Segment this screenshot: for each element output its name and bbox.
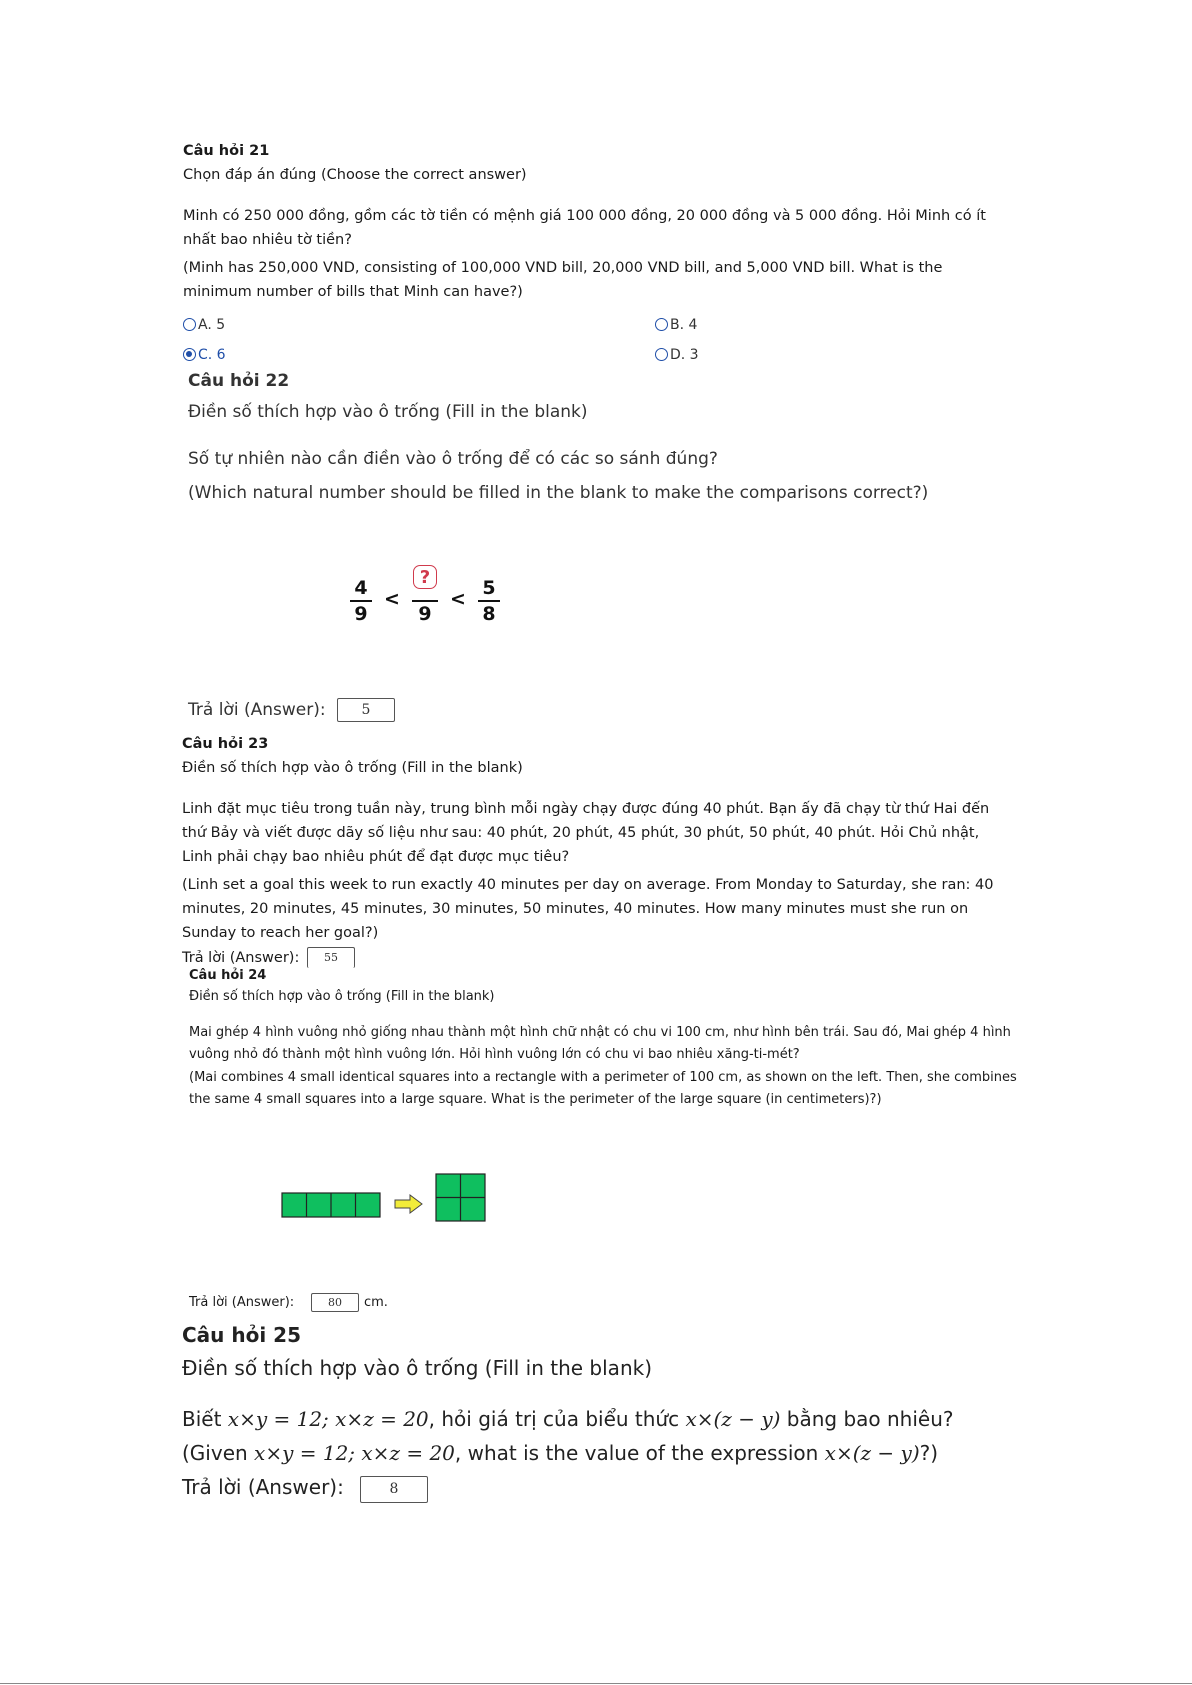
equation-1: x×y = 12; <box>254 1441 356 1465</box>
expression: x×(z − y) <box>824 1441 920 1465</box>
answer-input[interactable]: 80 <box>311 1293 359 1312</box>
blank-question-box: ? <box>413 565 437 589</box>
radio-icon[interactable] <box>655 318 668 331</box>
question-text-vi: Minh có 250 000 đồng, gồm các tờ tiền có mệnh giá 100 000 đồng, 20 000 đồng và 5 000 đồng. Hỏi Minh có ít nhất bao nhiêu tờ tiền? <box>183 208 986 248</box>
question-instruction: Chọn đáp án đúng (Choose the correct answer) <box>183 167 527 183</box>
radio-icon[interactable] <box>183 318 196 331</box>
squares-figure <box>280 1172 490 1224</box>
large-square <box>436 1174 485 1221</box>
question-text-vi: Số tự nhiên nào cần điền vào ô trống để có các so sánh đúng? <box>188 449 718 469</box>
rectangle-of-four-squares <box>282 1193 380 1217</box>
less-than-symbol: < <box>384 588 400 610</box>
question-text-vi: Biết x×y = 12; x×z = 20, hỏi giá trị của biểu thức x×(z − y) bằng bao nhiêu? <box>182 1407 954 1431</box>
answer-unit: cm. <box>364 1295 388 1310</box>
radio-checked-icon[interactable] <box>183 348 196 361</box>
fraction-middle <box>412 565 438 625</box>
fraction-right <box>478 577 500 625</box>
question-title: Câu hỏi 21 <box>183 143 270 159</box>
question-title: Câu hỏi 22 <box>188 371 290 391</box>
question-title: Câu hỏi 24 <box>189 968 267 983</box>
question-title: Câu hỏi 23 <box>182 736 269 752</box>
fraction-denominator: 9 <box>354 603 368 625</box>
answer-label: Trả lời (Answer): <box>182 1475 344 1499</box>
question-text-en: (Which natural number should be filled in the blank to make the comparisons correct?) <box>188 483 929 503</box>
question-instruction: Điền số thích hợp vào ô trống (Fill in the blank) <box>188 402 588 422</box>
page-bottom-border <box>0 1683 1192 1684</box>
answer-label: Trả lời (Answer): <box>188 700 326 720</box>
radio-icon[interactable] <box>655 348 668 361</box>
fraction-denominator: 9 <box>418 603 432 625</box>
fraction-denominator: 8 <box>482 603 496 625</box>
question-instruction: Điền số thích hợp vào ô trống (Fill in the blank) <box>189 989 495 1004</box>
question-instruction: Điền số thích hợp vào ô trống (Fill in the blank) <box>182 760 523 776</box>
equation-2: x×z = 20 <box>361 1441 455 1465</box>
arrow-right-icon <box>395 1195 422 1213</box>
answer-input[interactable]: 8 <box>360 1476 428 1503</box>
question-text-vi: Mai ghép 4 hình vuông nhỏ giống nhau thành một hình chữ nhật có chu vi 100 cm, như hình bên trái. Sau đó, Mai ghép 4 hình vuông nhỏ đó thành một hình vuông lớn. Hỏi hình vuông lớn có chu vi bao nhiêu xăng-ti-mét? <box>189 1025 1011 1062</box>
answer-input[interactable]: 5 <box>337 698 395 722</box>
fraction-numerator: 5 <box>482 577 496 599</box>
answer-label: Trả lời (Answer): <box>182 950 300 966</box>
equation-2: x×z = 20 <box>335 1407 429 1431</box>
option-b[interactable]: B. 4 <box>655 317 697 333</box>
option-c[interactable]: C. 6 <box>183 347 226 363</box>
fraction-numerator: 4 <box>354 577 368 599</box>
question-title: Câu hỏi 25 <box>182 1323 302 1347</box>
fraction-left <box>350 577 372 625</box>
expression: x×(z − y) <box>685 1407 781 1431</box>
question-text-en: (Given x×y = 12; x×z = 20, what is the value of the expression x×(z − y)?) <box>182 1441 939 1465</box>
question-text-en: (Mai combines 4 small identical squares into a rectangle with a perimeter of 100 cm, as shown on the left. Then, she combines the same 4 small squares into a large square. What is the perimeter of the large square (in centimeters)?) <box>189 1070 1017 1107</box>
less-than-symbol: < <box>450 588 466 610</box>
equation-1: x×y = 12; <box>227 1407 329 1431</box>
option-d[interactable]: D. 3 <box>655 347 699 363</box>
answer-label: Trả lời (Answer): <box>189 1295 295 1310</box>
answer-input[interactable]: 55 <box>307 947 355 968</box>
option-a[interactable]: A. 5 <box>183 317 225 333</box>
question-instruction: Điền số thích hợp vào ô trống (Fill in the blank) <box>182 1356 652 1380</box>
question-text-en: (Linh set a goal this week to run exactly 40 minutes per day on average. From Monday to Saturday, she ran: 40 minutes, 20 minutes, 45 minutes, 30 minutes, 50 minutes, 40 minutes. How many minutes must she run on Sunday to reach her goal?) <box>182 877 994 941</box>
question-text-en: (Minh has 250,000 VND, consisting of 100,000 VND bill, 20,000 VND bill, and 5,000 VND bill. What is the minimum number of bills that Minh can have?) <box>183 260 943 300</box>
question-text-vi: Linh đặt mục tiêu trong tuần này, trung bình mỗi ngày chạy được đúng 40 phút. Bạn ấy đã chạy từ thứ Hai đến thứ Bảy và viết được dãy số liệu như sau: 40 phút, 20 phút, 45 phút, 30 phút, 50 phút, 40 phút. Hỏi Chủ nhật, Linh phải chạy bao nhiêu phút để đạt được mục tiêu? <box>182 801 990 865</box>
